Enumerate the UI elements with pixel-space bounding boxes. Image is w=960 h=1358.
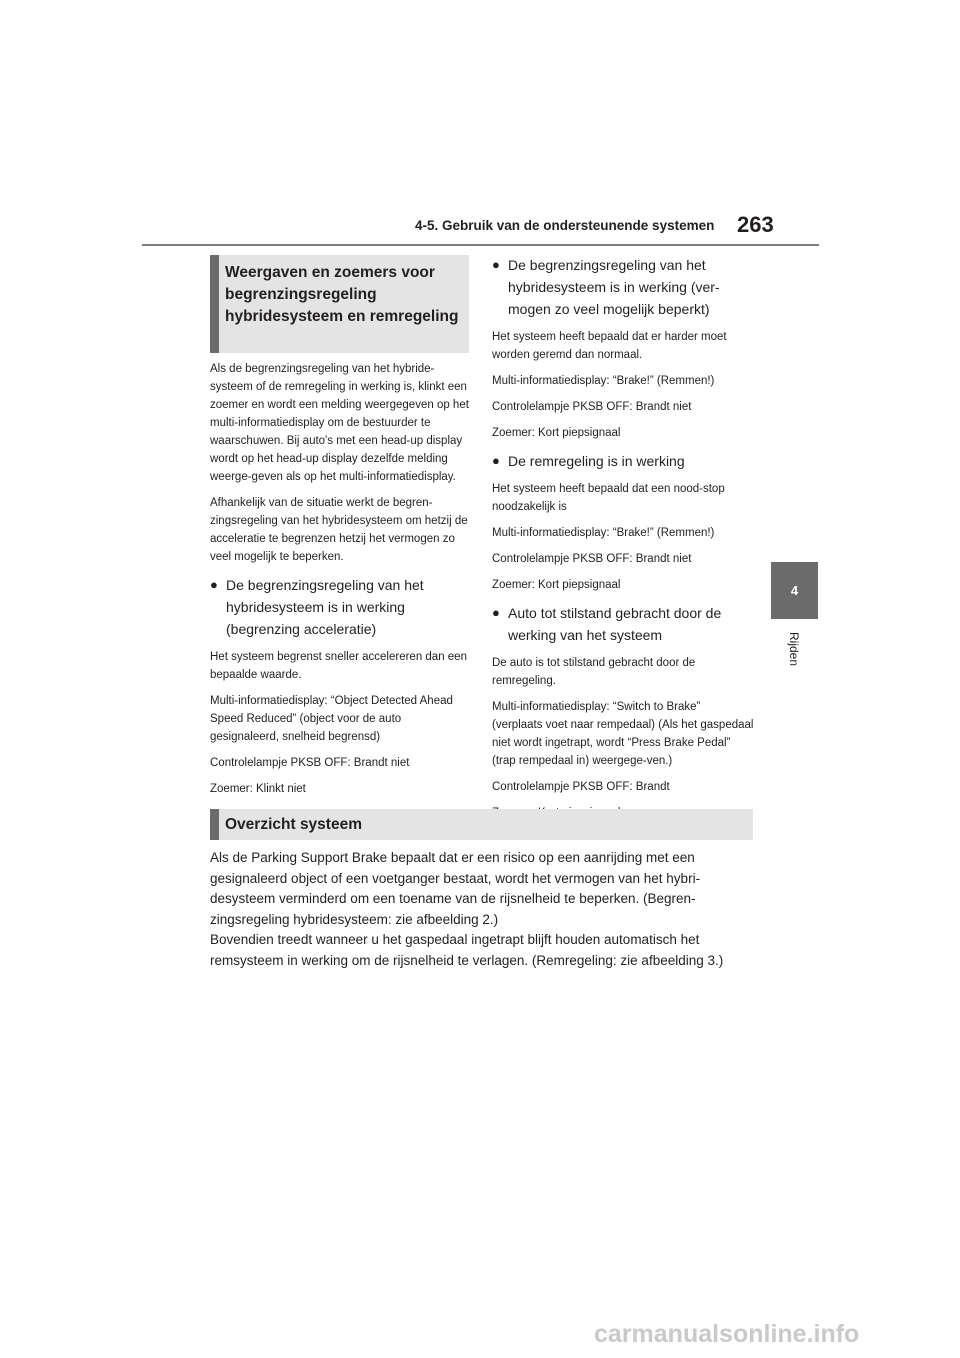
bullet-icon: ●: [492, 605, 500, 620]
bullet-title: De begrenzingsregeling van het hybridesysteem is in werking (ver-mogen zo veel mogelijk beperkt): [508, 257, 720, 317]
bullet-icon: ●: [210, 577, 218, 592]
bullet-icon: ●: [492, 257, 500, 272]
detail-line: Controlelampje PKSB OFF: Brandt niet: [492, 553, 692, 565]
bullet-item: [492, 450, 754, 472]
section-title: 4-5. Gebruik van de ondersteunende systemen: [415, 218, 715, 233]
detail-line: Controlelampje PKSB OFF: Brandt niet: [210, 757, 410, 769]
bullet-item: [210, 574, 472, 640]
page-number: 263: [737, 212, 774, 237]
bullet-title: Auto tot stilstand gebracht door de werking van het systeem: [508, 605, 722, 643]
bullet-title: De remregeling is in werking: [508, 453, 685, 469]
header-divider: [142, 244, 819, 246]
detail-line: Controlelampje PKSB OFF: Brandt niet: [492, 401, 692, 413]
detail-line: Multi-informatiedisplay: “Switch to Brake” (verplaats voet naar rempedaal) (Als het gaspedaal niet wordt ingetrapt, wordt “Press Brake Pedal” (trap rempedaal in) weergege-ven.): [492, 701, 754, 767]
detail-line: De auto is tot stilstand gebracht door de remregeling.: [492, 657, 696, 687]
detail-line: Zoemer: Kort piepsignaal: [492, 427, 621, 439]
section-heading-displays-buzzers: Weergaven en zoemers voor begrenzingsregeling hybridesysteem en remregeling: [210, 255, 469, 353]
detail-line: Multi-informatiedisplay: “Brake!” (Remmen!): [492, 527, 715, 539]
chapter-label: Rijden: [787, 632, 801, 667]
bullet-icon: ●: [492, 453, 500, 468]
detail-line: Zoemer: Klinkt niet: [210, 783, 306, 795]
detail-line: Het systeem heeft bepaald dat er harder moet worden geremd dan normaal.: [492, 331, 727, 361]
right-column: [492, 254, 754, 830]
bullet-title: De begrenzingsregeling van het hybridesysteem is in werking (begrenzing acceleratie): [226, 577, 424, 637]
bullet-item: [492, 602, 754, 646]
section-heading-system-overview: Overzicht systeem: [210, 809, 753, 840]
detail-line: Zoemer: Kort piepsignaal: [492, 579, 621, 591]
overview-paragraph: Als de Parking Support Brake bepaalt dat er een risico op een aanrijding met een gesignaleerd object of een voetganger bestaat, wordt het vermogen van het hybri-desysteem verminderd om een toename van de rijsnelheid te beperken. (Begren-zingsregeling hybridesysteem: zie afbeelding 2.): [210, 850, 701, 927]
watermark: carmanualsonline.info: [594, 1320, 860, 1348]
detail-line: Controlelampje PKSB OFF: Brandt: [492, 781, 670, 793]
detail-line: Het systeem heeft bepaald dat een nood-stop noodzakelijk is: [492, 483, 725, 513]
overview-text: [210, 848, 755, 971]
chapter-number: 4: [790, 583, 799, 598]
bullet-item: [492, 254, 754, 320]
left-column: [210, 360, 472, 806]
detail-line: Multi-informatiedisplay: “Brake!” (Remmen!): [492, 375, 715, 387]
intro-paragraph: Als de begrenzingsregeling van het hybride-systeem of de remregeling in werking is, klinkt een zoemer en wordt een melding weergegeven op het multi-informatiedisplay om de bestuurder te waarschuwen. Bij auto's met een head-up display wordt op het head-up display dezelfde melding weerge-geven als op het multi-informatiedisplay.: [210, 363, 469, 483]
chapter-tab: [771, 562, 818, 619]
detail-line: Multi-informatiedisplay: “Object Detected Ahead Speed Reduced” (object voor de auto gesignaleerd, snelheid begrensd): [210, 695, 453, 743]
detail-line: Het systeem begrenst sneller accelereren dan een bepaalde waarde.: [210, 651, 467, 681]
overview-paragraph: Bovendien treedt wanneer u het gaspedaal ingetrapt blijft houden automatisch het remsysteem in werking om de rijsnelheid te verlagen. (Remregeling: zie afbeelding 3.): [210, 932, 724, 968]
intro-paragraph: Afhankelijk van de situatie werkt de begren-zingsregeling van het hybridesysteem om hetzij de acceleratie te begrenzen hetzij het vermogen zo veel mogelijk te beperken.: [210, 497, 468, 563]
